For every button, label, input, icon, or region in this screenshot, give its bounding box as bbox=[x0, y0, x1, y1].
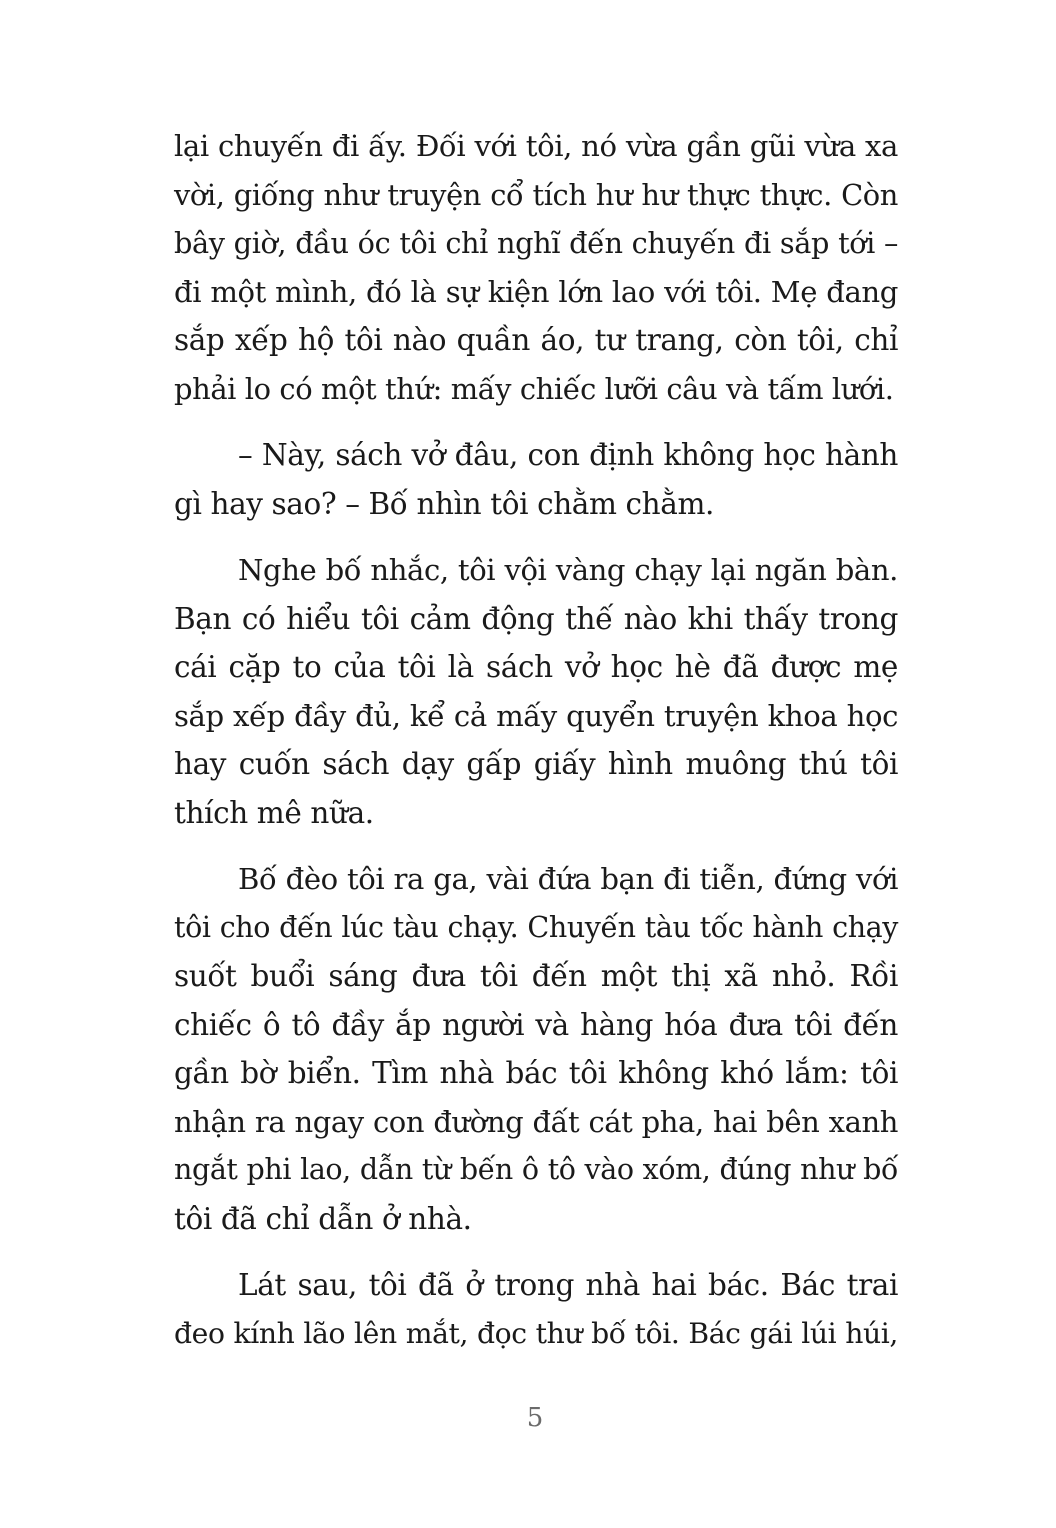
text-line: sắp xếp đầy đủ, kể cả mấy quyển truyện khoa học bbox=[174, 698, 898, 733]
text-line: bây giờ, đầu óc tôi chỉ nghĩ đến chuyến đi sắp tới – bbox=[174, 226, 898, 260]
text-line: đi một mình, đó là sự kiện lớn lao với tôi. Mẹ đang bbox=[174, 274, 898, 309]
text-line: hay cuốn sách dạy gấp giấy hình muông thú tôi bbox=[174, 747, 898, 781]
text-line: tôi cho đến lúc tàu chạy. Chuyến tàu tốc hành chạy bbox=[174, 910, 898, 944]
paragraph-4 bbox=[174, 855, 898, 1243]
text-line: suốt buổi sáng đưa tôi đến một thị xã nhỏ. Rồi bbox=[174, 959, 898, 993]
text-line: Bố đèo tôi ra ga, vài đứa bạn đi tiễn, đứng với bbox=[238, 862, 898, 896]
text-line: chiếc ô tô đầy ắp người và hàng hóa đưa tôi đến bbox=[174, 1007, 898, 1042]
text-line: vời, giống như truyện cổ tích hư hư thực thực. Còn bbox=[174, 177, 898, 212]
page-body bbox=[174, 122, 898, 1376]
text-line: gì hay sao? – Bố nhìn tôi chằm chằm. bbox=[174, 486, 714, 521]
text-line: cái cặp to của tôi là sách vở học hè đã được mẹ bbox=[174, 650, 898, 684]
text-line: – Này, sách vở đâu, con định không học hành bbox=[238, 438, 898, 472]
text-line: sắp xếp hộ tôi nào quần áo, tư trang, còn tôi, chỉ bbox=[174, 323, 898, 357]
text-line: phải lo có một thứ: mấy chiếc lưỡi câu và tấm lưới. bbox=[174, 371, 894, 406]
text-line: Lát sau, tôi đã ở trong nhà hai bác. Bác trai bbox=[238, 1268, 898, 1302]
paragraph-2 bbox=[174, 431, 898, 528]
text-line: đeo kính lão lên mắt, đọc thư bố tôi. Bác gái lúi húi, bbox=[174, 1316, 898, 1350]
paragraph-3 bbox=[174, 546, 898, 837]
text-line: Bạn có hiểu tôi cảm động thế nào khi thấy trong bbox=[174, 601, 898, 636]
text-line: gần bờ biển. Tìm nhà bác tôi không khó lắm: tôi bbox=[174, 1056, 898, 1090]
paragraph-5 bbox=[174, 1261, 898, 1358]
text-line: ngắt phi lao, dẫn từ bến ô tô vào xóm, đúng như bố bbox=[174, 1153, 898, 1186]
text-line: Nghe bố nhắc, tôi vội vàng chạy lại ngăn bàn. bbox=[238, 553, 898, 587]
text-line: nhận ra ngay con đường đất cát pha, hai bên xanh bbox=[174, 1104, 898, 1139]
paragraph-1 bbox=[174, 122, 898, 413]
page-number: 5 bbox=[526, 1403, 544, 1433]
text-line: tôi đã chỉ dẫn ở nhà. bbox=[174, 1201, 472, 1236]
text-line: lại chuyến đi ấy. Đối với tôi, nó vừa gần gũi vừa xa bbox=[174, 129, 898, 163]
text-line: thích mê nữa. bbox=[174, 795, 374, 830]
